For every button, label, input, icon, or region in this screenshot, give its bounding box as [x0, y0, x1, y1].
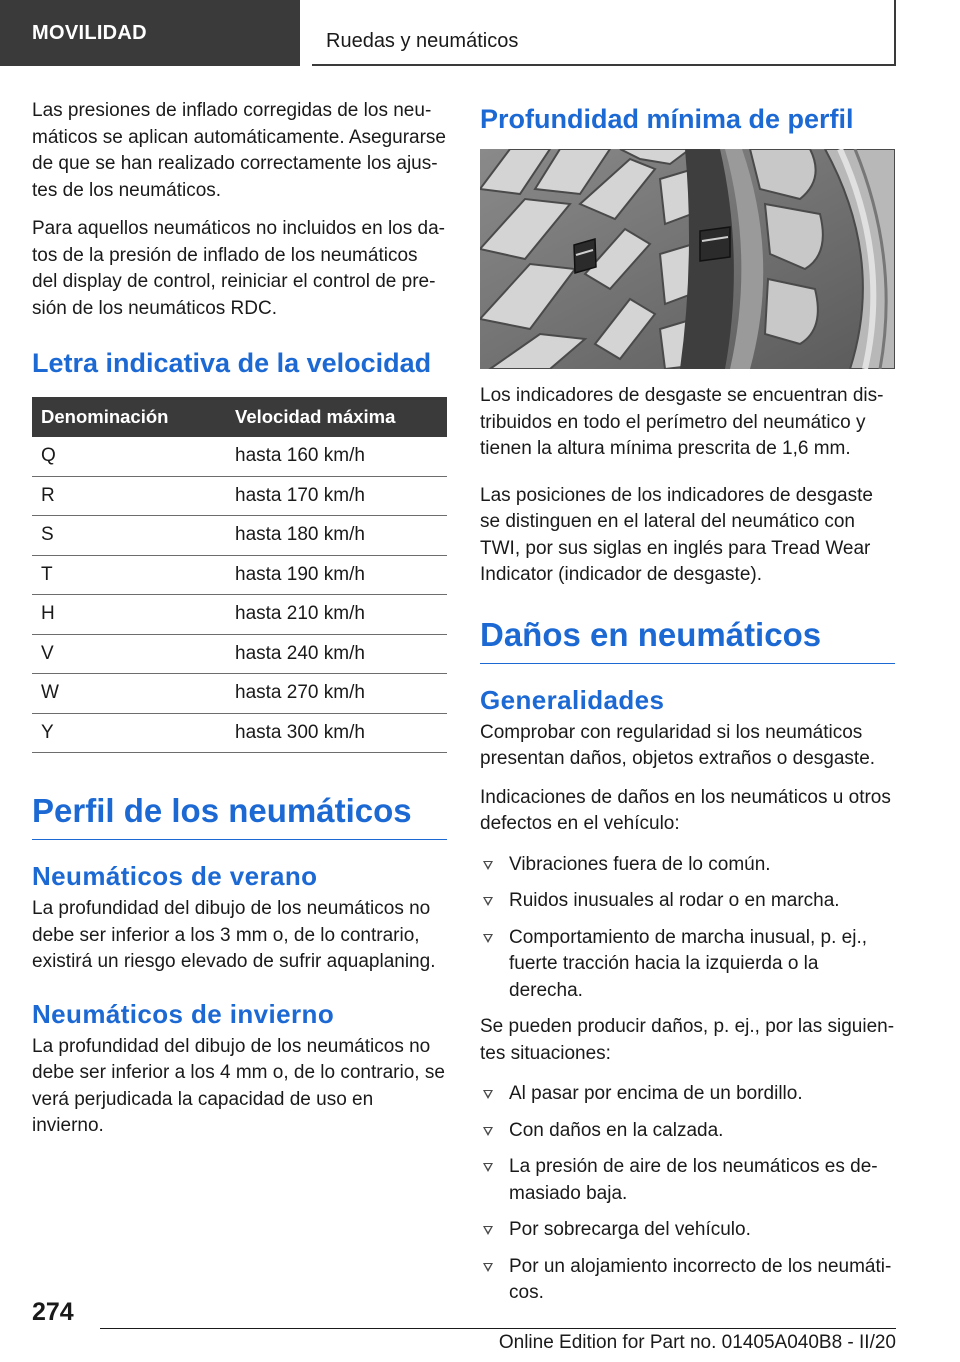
speed-value: hasta 210 km/h [225, 595, 447, 635]
list-item [480, 888, 895, 915]
list-item [480, 1081, 895, 1108]
speed-letter: S [32, 516, 225, 556]
table-row [32, 595, 447, 635]
speed-value: hasta 190 km/h [225, 555, 447, 595]
table-header-row [32, 397, 447, 437]
list-item-text: Vibraciones fuera de lo común. [509, 853, 771, 875]
speed-value: hasta 180 km/h [225, 516, 447, 556]
general-paragraph-2: Indicaciones de daños en los neumáticos u otros defectos en el vehículo: [480, 786, 891, 834]
triangle-bullet-icon [483, 1127, 493, 1136]
tire-profile-heading: Perfil de los neumáticos [32, 791, 447, 840]
column-header-max-speed: Velocidad máxima [225, 397, 447, 437]
list-item-text: Por sobrecarga del vehículo. [509, 1219, 751, 1240]
general-paragraph-1: Comprobar con regularidad si los neumáticos presentan daños, objetos extraños o desgaste. [480, 721, 876, 769]
table-row [32, 674, 447, 714]
speed-value: hasta 170 km/h [225, 476, 447, 516]
speed-letter: Q [32, 437, 225, 476]
speed-letter: V [32, 634, 225, 674]
list-item [480, 1217, 895, 1244]
general-heading: Generalidades [480, 684, 665, 715]
left-column [32, 98, 447, 1152]
triangle-bullet-icon [483, 1163, 493, 1172]
intro-paragraph-2: Para aquellos neumáticos no incluidos en los datos de la presión de inflado de los neumáticos del display de control, reiniciar el control de presión de los neumáticos RDC. [32, 218, 445, 319]
situations-intro: Se pueden producir daños, p. ej., por las siguientes situaciones: [480, 1016, 895, 1064]
damage-situations-list [480, 1081, 895, 1307]
list-item-text: Comportamiento de marcha inusual, p. ej., fuerte tracción hacia la izquierda o la derecha. [509, 926, 868, 1001]
speed-table [32, 397, 447, 753]
summer-tires-heading: Neumáticos de verano [32, 861, 318, 891]
table-row [32, 516, 447, 556]
page-number: 274 [32, 1298, 74, 1326]
list-item-text: La presión de aire de los neumáticos es demasiado baja. [509, 1156, 878, 1204]
speed-letter: Y [32, 713, 225, 753]
table-row [32, 437, 447, 476]
chapter-title: Ruedas y neumáticos [312, 0, 896, 66]
column-header-denomination: Denominación [32, 397, 225, 437]
table-row [32, 555, 447, 595]
speed-letter: T [32, 555, 225, 595]
list-item [480, 1154, 895, 1207]
triangle-bullet-icon [483, 861, 493, 870]
intro-paragraph-1: Las presiones de inflado corregidas de los neumáticos se aplican automáticamente. Asegurarse de que se han realizado correctamente los ajustes de los neumáticos. [32, 100, 446, 201]
triangle-bullet-icon [483, 1090, 493, 1099]
right-column [480, 98, 895, 1317]
tire-damage-heading: Daños en neumáticos [480, 615, 895, 664]
table-row [32, 713, 447, 753]
speed-letter: H [32, 595, 225, 635]
summer-tires-text: La profundidad del dibujo de los neumáticos no debe ser inferior a los 3 mm o, de lo contrario, existirá un riesgo elevado de sufrir aquaplaning. [32, 898, 436, 972]
triangle-bullet-icon [483, 1226, 493, 1235]
tire-tread-illustration [480, 149, 895, 369]
footer-divider [100, 1328, 896, 1329]
damage-indications-list [480, 852, 895, 1005]
list-item [480, 852, 895, 879]
list-item-text: Al pasar por encima de un bordillo. [509, 1083, 803, 1104]
min-depth-heading: Profundidad mínima de perfil [480, 104, 854, 134]
min-depth-paragraph-2: Las posiciones de los indicadores de desgaste se distinguen en el lateral del neumático con TWI, por sus siglas en inglés para Tread Wear Indicator (indicador de desgaste). [480, 484, 873, 585]
list-item [480, 1254, 895, 1307]
min-depth-paragraph-1: Los indicadores de desgaste se encuentran distribuidos en todo el perímetro del neumático y tienen la altura mínima prescrita de 1,6 mm. [480, 385, 884, 459]
table-row [32, 476, 447, 516]
winter-tires-text: La profundidad del dibujo de los neumáticos no debe ser inferior a los 4 mm o, de lo contrario, se verá perjudicada la capacidad de uso en invierno. [32, 1035, 445, 1136]
list-item-text: Por un alojamiento incorrecto de los neumáticos. [509, 1255, 892, 1303]
section-tab: MOVILIDAD [0, 0, 300, 66]
speed-letter: R [32, 476, 225, 516]
speed-letter: W [32, 674, 225, 714]
triangle-bullet-icon [483, 1263, 493, 1272]
table-row [32, 634, 447, 674]
triangle-bullet-icon [483, 934, 493, 943]
page-header [0, 0, 960, 66]
list-item-text: Ruidos inusuales al rodar o en marcha. [509, 890, 840, 911]
speed-value: hasta 240 km/h [225, 634, 447, 674]
winter-tires-heading: Neumáticos de invierno [32, 998, 335, 1029]
speed-value: hasta 270 km/h [225, 674, 447, 714]
list-item-text: Con daños en la calzada. [509, 1119, 724, 1141]
speed-value: hasta 160 km/h [225, 437, 447, 476]
list-item [480, 925, 895, 1005]
edition-footer: Online Edition for Part no. 01405A040B8 - II/20 [498, 1332, 896, 1353]
speed-letter-heading: Letra indicativa de la velocidad [32, 348, 432, 378]
speed-value: hasta 300 km/h [225, 713, 447, 753]
list-item [480, 1118, 895, 1145]
triangle-bullet-icon [483, 897, 493, 906]
